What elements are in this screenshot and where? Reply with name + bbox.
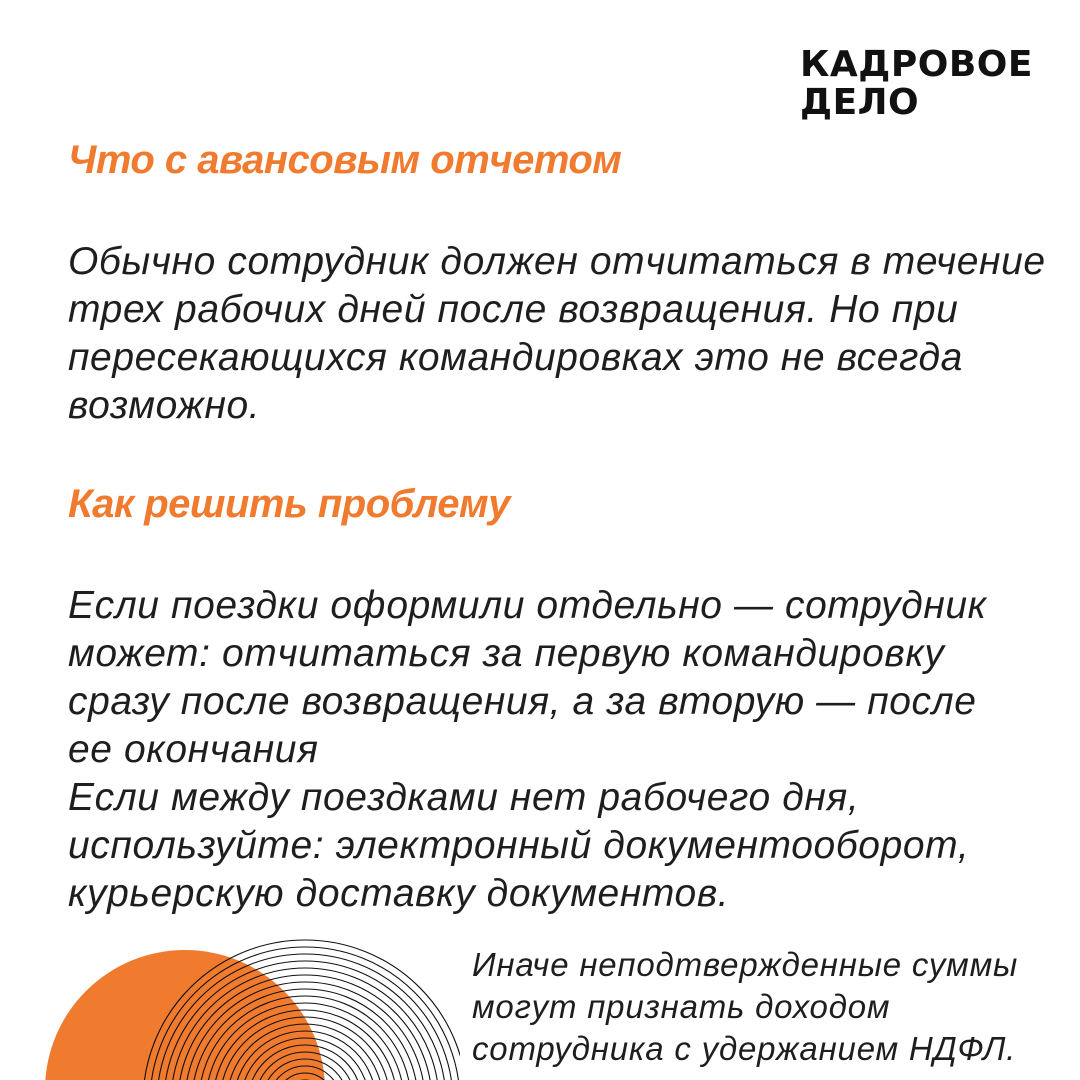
footnote-text (472, 944, 1072, 1070)
section-heading-solution: Как решить проблему (68, 482, 510, 526)
text-line: используйте: электронный документооборот, (68, 824, 970, 867)
text-line: курьерскую доставку документов. (68, 872, 730, 915)
text-line: Обычно сотрудник должен отчитаться в течение (68, 240, 1046, 283)
brand-logo-line-2: ДЕЛО (800, 82, 920, 123)
footnote-line: сотрудника с удержанием НДФЛ. (472, 1030, 1017, 1067)
text-line: Если между поездками нет рабочего дня, (68, 776, 860, 819)
footnote-line: Иначе неподтвержденные суммы (472, 946, 1019, 983)
text-line: может: отчитаться за первую командировку (68, 632, 945, 675)
decorative-circles (0, 930, 460, 1080)
section-text-solution (68, 582, 1058, 918)
decorative-circles-graphic (0, 930, 460, 1080)
text-line: пересекающихся командировках это не всегда (68, 336, 963, 379)
text-line: сразу после возвращения, а за вторую — после (68, 680, 977, 723)
text-line: ее окончания (68, 728, 319, 771)
section-text-advance-report (68, 238, 1058, 430)
brand-logo-line-1: КАДРОВОЕ (800, 44, 1033, 85)
text-line: трех рабочих дней после возвращения. Но при (68, 288, 959, 331)
section-heading-advance-report: Что с авансовым отчетом (68, 138, 622, 182)
text-line: возможно. (68, 384, 261, 427)
text-line: Если поездки оформили отдельно — сотрудник (68, 584, 987, 627)
brand-logo (800, 46, 1033, 122)
footnote-line: могут признать доходом (472, 988, 891, 1025)
